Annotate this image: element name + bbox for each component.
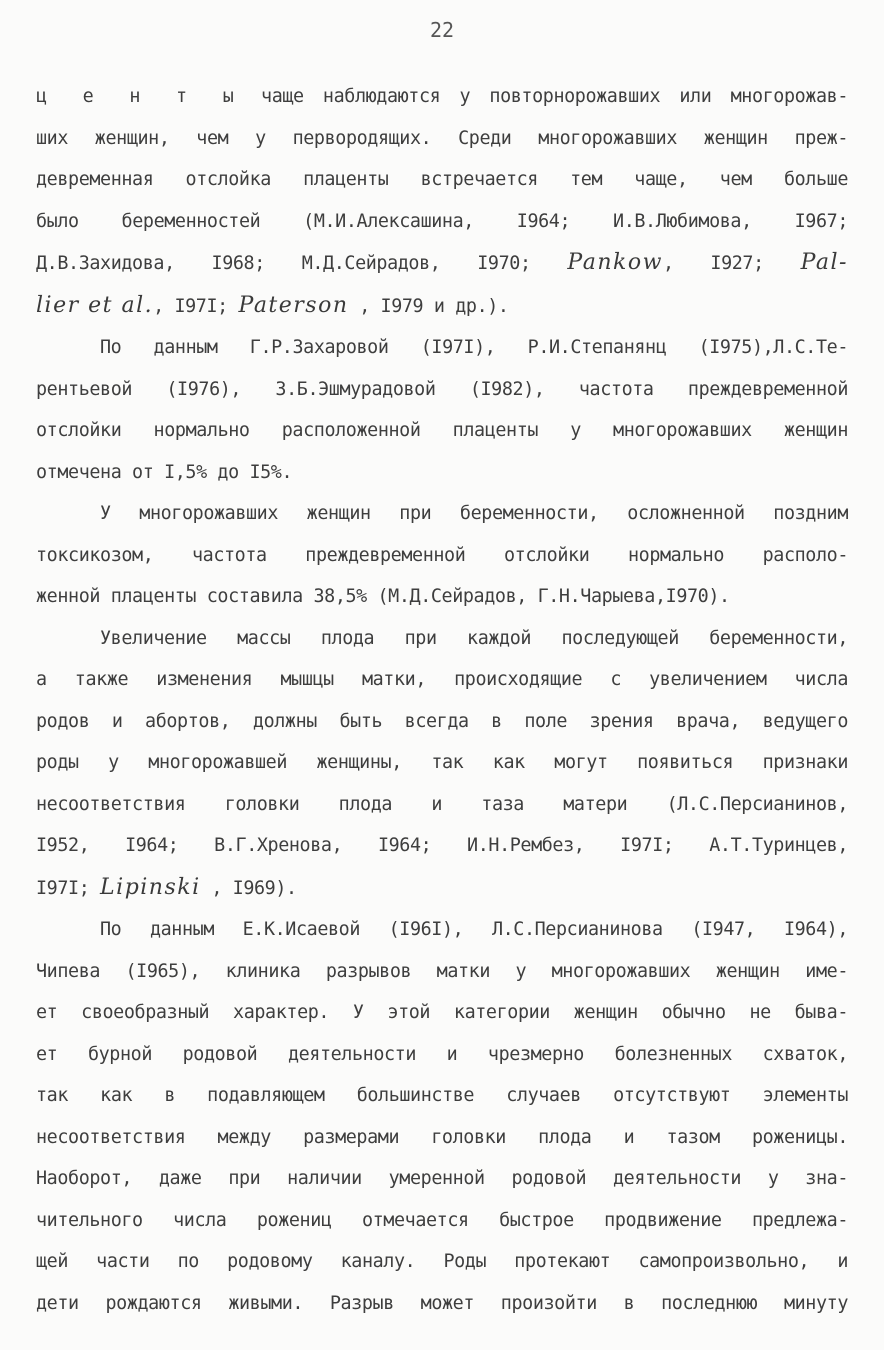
text-run: , I927;	[662, 253, 801, 274]
text-run: I97I;	[36, 877, 101, 899]
text-line: родов и абортов, должны быть всегда в поле зрения врача, ведущего	[36, 710, 848, 732]
text-run: , I969).	[200, 877, 297, 899]
text-line: Увеличение массы плода при каждой последующей беременности,	[100, 627, 848, 649]
handwritten-citation: Lipinski	[100, 874, 201, 900]
text-line: ших женщин, чем у первородящих. Среди многорожавших женщин преж-	[36, 127, 848, 149]
paragraph-4	[36, 618, 848, 910]
text-line: Чипева (I965), клиника разрывов матки у многорожавших женщин име-	[36, 960, 848, 982]
text-run: , I97I;	[153, 295, 239, 317]
text-line: I952, I964; В.Г.Хренова, I964; И.Н.Рембез, I97I; А.Т.Туринцев,	[36, 835, 848, 856]
text-run: , I979 и др.).	[348, 295, 509, 317]
paragraph-1	[36, 76, 848, 327]
text-line: женной плаценты составила 38,5% (М.Д.Сейрадов, Г.Н.Чарыева,I970).	[36, 586, 730, 607]
text-line: девременная отслойка плаценты встречается тем чаще, чем больше	[36, 169, 848, 190]
text-line: а также изменения мышцы матки, происходящие с увеличением числа	[36, 669, 848, 690]
text-line	[36, 867, 848, 910]
text-line: щей части по родовому каналу. Роды протекают самопроизвольно, и	[36, 1251, 848, 1272]
text-line: так как в подавляющем большинстве случаев отсутствуют элементы	[36, 1085, 848, 1106]
text-line: отслойки нормально расположенной плаценты у многорожавших женщин	[36, 420, 848, 441]
paragraph-3	[36, 493, 848, 618]
handwritten-citation: lier et al.	[36, 292, 154, 318]
text-line: отмечена от I,5% до I5%.	[36, 461, 293, 483]
text-run: ц е н т ы	[36, 86, 242, 107]
handwritten-citation: Pal-	[800, 250, 848, 275]
text-run: чаще наблюдаются у повторнорожавших или многорожав-	[241, 86, 848, 107]
text-line: чительного числа рожениц отмечается быстрое продвижение предлежа-	[36, 1209, 848, 1231]
handwritten-citation: Pankow	[567, 250, 663, 275]
text-line: токсикозом, частота преждевременной отслойки нормально располо-	[36, 544, 848, 566]
handwritten-citation: Paterson	[238, 292, 349, 318]
paragraph-5	[36, 909, 848, 1324]
paragraph-2	[36, 327, 848, 493]
text-line	[36, 285, 848, 328]
text-run: Д.В.Захидова, I968; М.Д.Сейрадов, I970;	[36, 253, 568, 274]
text-line: Наоборот, даже при наличии умеренной родовой деятельности у зна-	[36, 1168, 848, 1189]
text-line: По данным Г.Р.Захаровой (I97I), Р.И.Степанянц (I975),Л.С.Те-	[100, 337, 848, 358]
text-line: У многорожавших женщин при беременности, осложненной поздним	[100, 503, 848, 524]
text-line: рентьевой (I976), З.Б.Эшмурадовой (I982), частота преждевременной	[36, 378, 848, 400]
text-line	[36, 242, 848, 285]
text-line: несоответствия между размерами головки плода и тазом роженицы.	[36, 1126, 848, 1148]
body-text	[36, 76, 848, 1324]
page-number: 22	[429, 18, 455, 42]
text-line: дети рождаются живыми. Разрыв может произойти в последнюю минуту	[36, 1292, 848, 1314]
text-line: По данным Е.К.Исаевой (I96I), Л.С.Персианинова (I947, I964),	[100, 919, 848, 940]
text-line: несоответствия головки плода и таза матери (Л.С.Персианинов,	[36, 793, 848, 815]
text-line: было беременностей (М.И.Алексашина, I964; И.В.Любимова, I967;	[36, 210, 848, 232]
text-line: ет бурной родовой деятельности и чрезмерно болезненных схваток,	[36, 1043, 848, 1065]
text-line	[36, 76, 848, 118]
text-line: роды у многорожавшей женщины, так как могут появиться признаки	[36, 752, 848, 773]
text-line: ет своеобразный характер. У этой категории женщин обычно не быва-	[36, 1002, 848, 1023]
